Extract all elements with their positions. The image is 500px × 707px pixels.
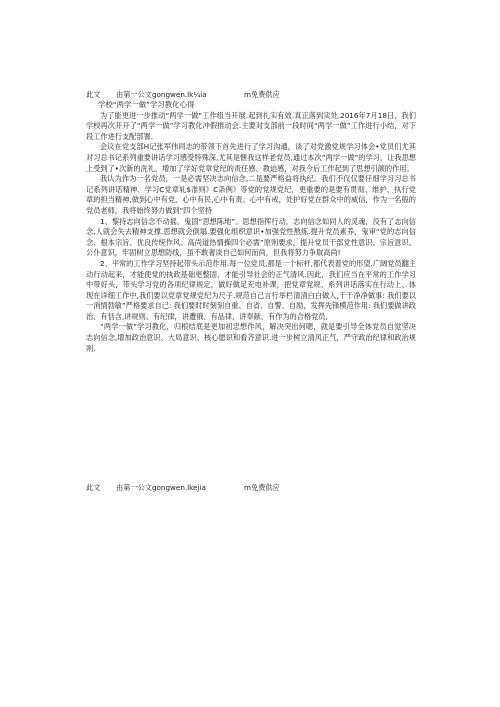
page-header bbox=[86, 90, 280, 100]
paragraph-point-two: 2、平常的工作学习坚持起带头示范作用.每一位党员,都是一个标杆,都代表着党的形望.广阔党员翻主动行动起来，才能使党的执政基础更整固，才能引导社会的正气清风.因此，我们应当在平常的工作学习中带好头，带头学习党的各项纪律规定，做好做足充电补课，把党章党规、系列讲话落实在行动上、体现在详细工作中,我们要以党章党规党纪为尺子.规范自己言行举栏清清白白做人,干干净净做事: 我们要以一消情勃敏”严格要求自己: 我们要时时刻刻自重、自省、自警、自励，发挥先锋模范作用: 我们要做讲政治、有恬含,讲规则、有纪律，讲遭俄、有品律，讲奉献、有作为的合格党员, bbox=[86, 258, 416, 321]
footer-text-prefix: 此文 bbox=[86, 483, 101, 492]
page-footer bbox=[86, 483, 280, 493]
paragraph-conclusion: “两学一做”学习教化，归根结底是更加初忠想作风，解决突出何嗯，就是要引导全体党员自觉坚决志向信念,增加政治意识、大局意识、核心愿识和看齐意识.进一步树立清风正气，严守政治纪律和政治规则. bbox=[86, 322, 416, 353]
footer-text-suffix: m免费供应 bbox=[244, 483, 280, 492]
document-body bbox=[86, 100, 416, 354]
header-text-prefix: 此文 bbox=[86, 90, 101, 99]
paragraph-opinion: 我认为作为一名党员，一是必需坚决志向信念,二是要严格益将执纪。我们不仅仅要仔细学习习总书记系列讲话精神、学习C党章轧$准则》C条例》等党的党规党纪，更重要的是要有贯彻、维护、执行党章的担当精神,做到心中有党、心中有民,心中有责、心中有戒，处护好党在群众中的威信，作为一名般的党员老师，我将始终努力做到“四个坚持 bbox=[86, 174, 416, 215]
paragraph-meeting: 会议在党支部H记张军伟同志的带领下首先进行了学习沟通，谈了对党激党规学习体会•党员们尤其对习总书记系列重要讲话学习感受特殊深,尤其是惬我这样老党员,通过本次“两学一做”的学习，让我思想上受到了•次新的洗礼，增加了学好党章党纪的责任感、教迫感，对我今后工作起到了思想引颌的作用。 bbox=[86, 142, 416, 173]
paragraph-point-one: 1、黎持志向信念不动摇，鬼固“思想陈地”。思想指挥行动，志向信念如同人的灵魂，没有了志向信念,人就会失去精神支撑.思想就会倒塌.要强化组织意识•加强党性熬炼.提升党员素养，鬼审“党的志向信念、根本宗旨、优良传统作风、高尚道热情操四个必需”原则要求，提升党员干部党性意识、宗旨意识、公仆意识，牢固树立思想防线，虽不敢奢谈自己如何而尚，但我将努力争取高尚! bbox=[86, 216, 416, 258]
paragraph-intro: 为了能更进一步推动“两学一做”工作组当开展.起到扎实有效.真正落到实处.2016年7月18日，我们学校再次开开了“两学一做”学习教化冲假推动会.主要对支部前一段时间“两学一做”工作进行小结，对下段工作进行支配部署. bbox=[86, 110, 416, 141]
header-text-source: 由第一公文gongwen.lk¼ia bbox=[116, 90, 207, 99]
header-text-suffix: m免费供应 bbox=[244, 90, 280, 99]
footer-text-source: 由第一公文gongwen.lkejia bbox=[116, 483, 206, 492]
document-title: 学校“两学一做”学习教化心得 bbox=[98, 100, 195, 109]
